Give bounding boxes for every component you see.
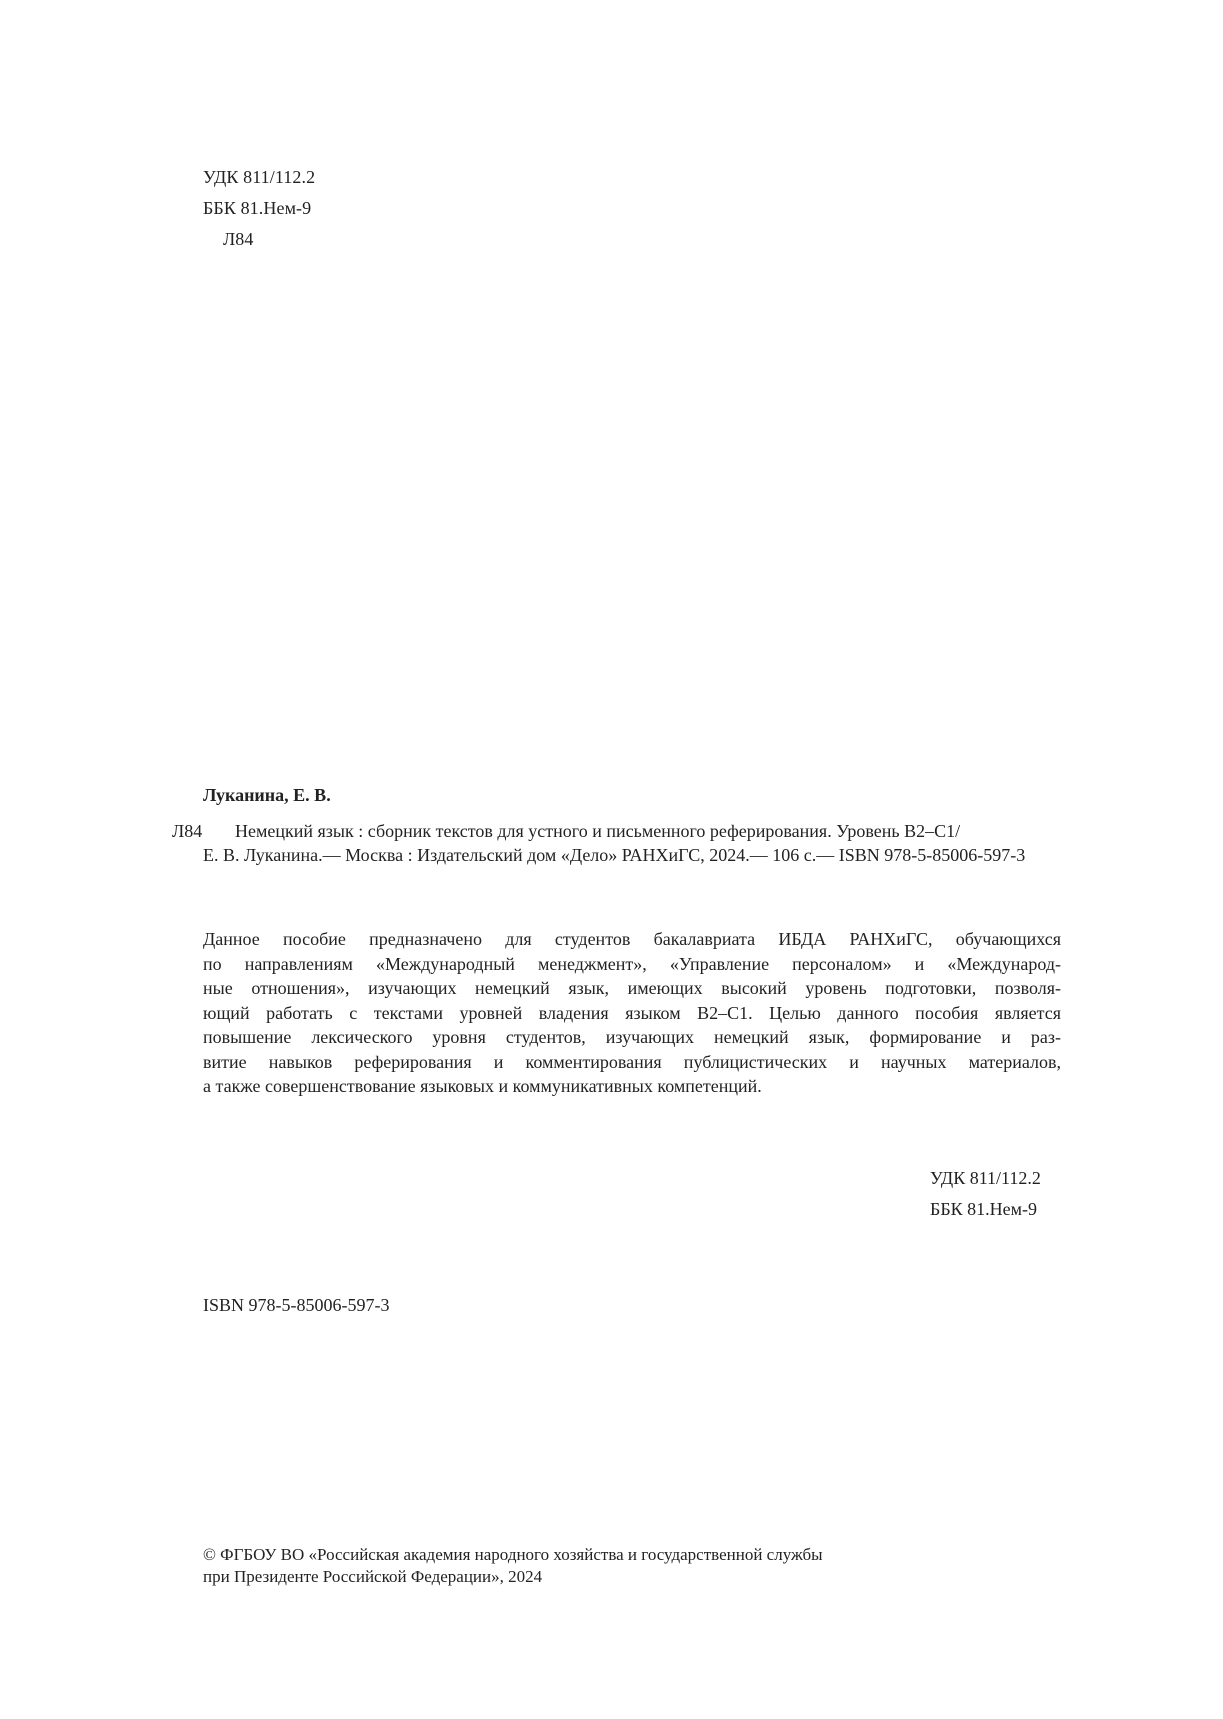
bbk-code: ББК 81.Нем-9 xyxy=(930,1199,1038,1219)
author-cutter-mark: Л84 xyxy=(223,229,254,249)
annotation-line: витие навыков реферирования и комментирования публицистических и научных материалов, xyxy=(203,1051,1061,1072)
copyright-line: © ФГБОУ ВО «Российская академия народного хозяйства и государственной службы xyxy=(203,1545,823,1564)
annotation-line: по направлениям «Международный менеджмент», «Управление персоналом» и «Международ- xyxy=(203,953,1061,974)
annotation-line: повышение лексического уровня студентов, изучающих немецкий язык, формирование и раз- xyxy=(203,1027,1061,1047)
bibliographic-description xyxy=(203,819,1053,867)
annotation-line: а также совершенствование языковых и коммуникативных компетенций. xyxy=(203,1076,762,1096)
classification-top xyxy=(203,162,315,255)
description-line: Е. В. Луканина.— Москва : Издательский дом «Дело» РАНХиГС, 2024.— 106 с.— ISBN 978-5-85006-597-3 xyxy=(203,845,1026,865)
udk-code: УДК 811/112.2 xyxy=(930,1168,1041,1188)
author-heading: Луканина, Е. В. xyxy=(203,785,331,805)
copyright-notice xyxy=(203,1544,823,1588)
annotation-line: ные отношения», изучающих немецкий язык, имеющих высокий уровень подготовки, позволя- xyxy=(203,978,1061,998)
annotation-line: ющий работать с текстами уровней владения языком B2–C1. Целью данного пособия является xyxy=(203,1002,1061,1023)
isbn-number: ISBN 978-5-85006-597-3 xyxy=(203,1295,390,1315)
record-cutter-mark: Л84 xyxy=(172,821,203,841)
copyright-line: при Президенте Российской Федерации», 2024 xyxy=(203,1567,543,1586)
description-line: Немецкий язык : сборник текстов для устного и письменного реферирования. Уровень B2–C1/ xyxy=(235,821,961,841)
udk-code: УДК 811/112.2 xyxy=(203,167,316,187)
bbk-code: ББК 81.Нем-9 xyxy=(203,198,312,218)
annotation-line: Данное пособие предназначено для студентов бакалавриата ИБДА РАНХиГС, обучающихся xyxy=(203,929,1061,949)
classification-bottom xyxy=(930,1163,1041,1225)
annotation xyxy=(203,927,1061,1099)
